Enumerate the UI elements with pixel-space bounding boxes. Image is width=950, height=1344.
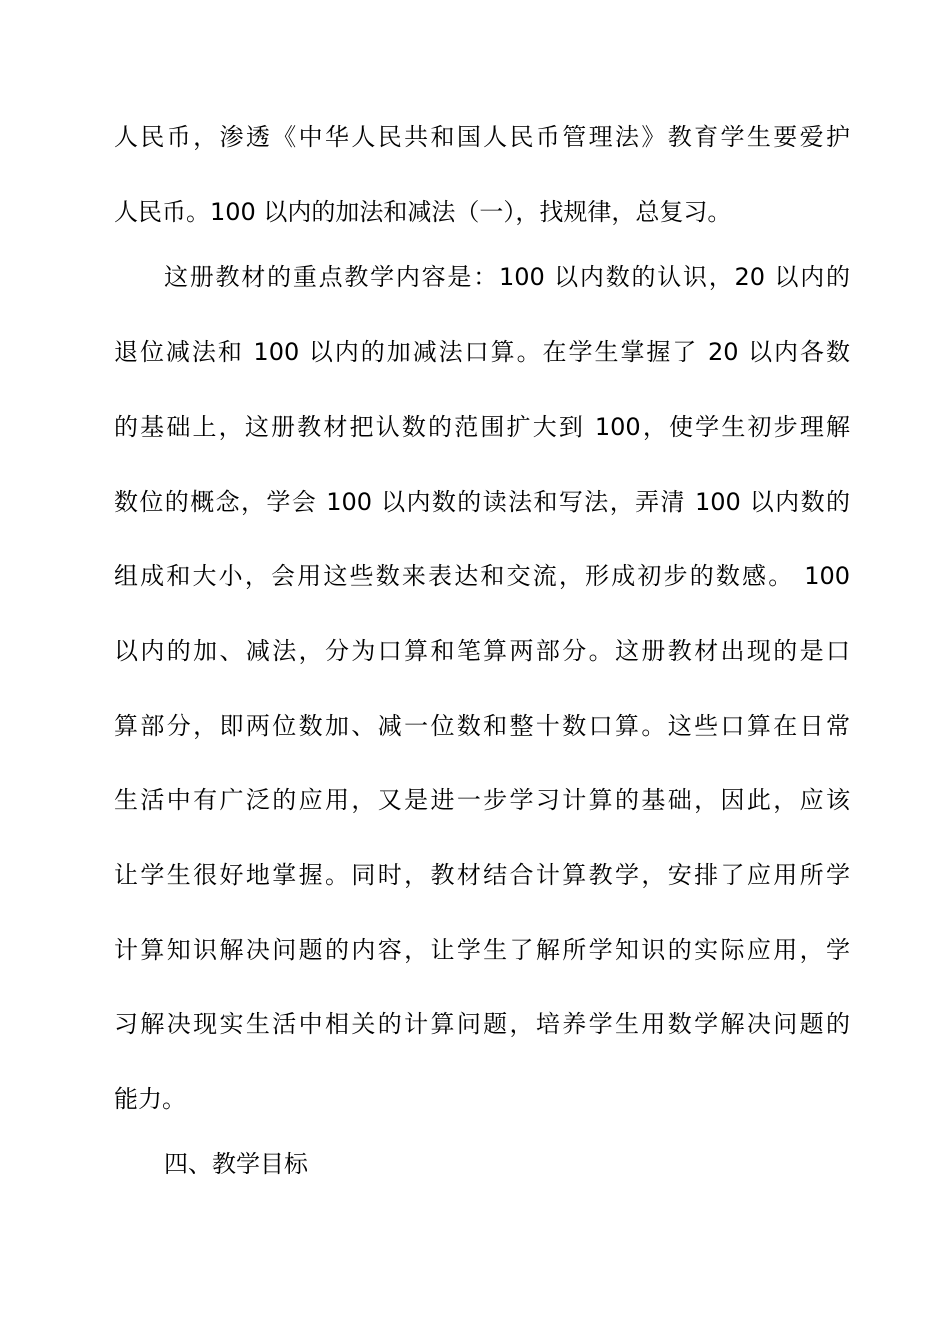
paragraph-line: 退位减法和 100 以内的加减法口算。在学生掌握了 20 以内各数: [114, 338, 850, 366]
paragraph-line: 以内的加、减法，分为口算和笔算两部分。这册教材出现的是口: [114, 637, 850, 665]
paragraph-line: 能力。: [114, 1085, 186, 1113]
paragraph-line: 人民币，渗透《中华人民共和国人民币管理法》教育学生要爱护: [114, 123, 850, 151]
paragraph-line: 算部分，即两位数加、减一位数和整十数口算。这些口算在日常: [114, 712, 850, 740]
paragraph-line: 让学生很好地掌握。同时，教材结合计算教学，安排了应用所学: [114, 861, 850, 889]
paragraph-line: 计算知识解决问题的内容，让学生了解所学知识的实际应用，学: [114, 936, 850, 964]
paragraph-line: 的基础上，这册教材把认数的范围扩大到 100，使学生初步理解: [114, 413, 850, 441]
paragraph-line: 人民币。100 以内的加法和减法（一），找规律，总复习。: [114, 198, 732, 226]
paragraph-line: 习解决现实生活中相关的计算问题，培养学生用数学解决问题的: [114, 1010, 850, 1038]
paragraph-line: 生活中有广泛的应用，又是进一步学习计算的基础，因此，应该: [114, 786, 850, 814]
section-heading: 四、教学目标: [164, 1150, 308, 1178]
paragraph-line: 数位的概念，学会 100 以内数的读法和写法，弄清 100 以内数的: [114, 488, 850, 516]
paragraph-line: 组成和大小，会用这些数来表达和交流，形成初步的数感。 100: [114, 562, 850, 590]
paragraph-line: 这册教材的重点教学内容是：100 以内数的认识，20 以内的: [164, 263, 850, 291]
